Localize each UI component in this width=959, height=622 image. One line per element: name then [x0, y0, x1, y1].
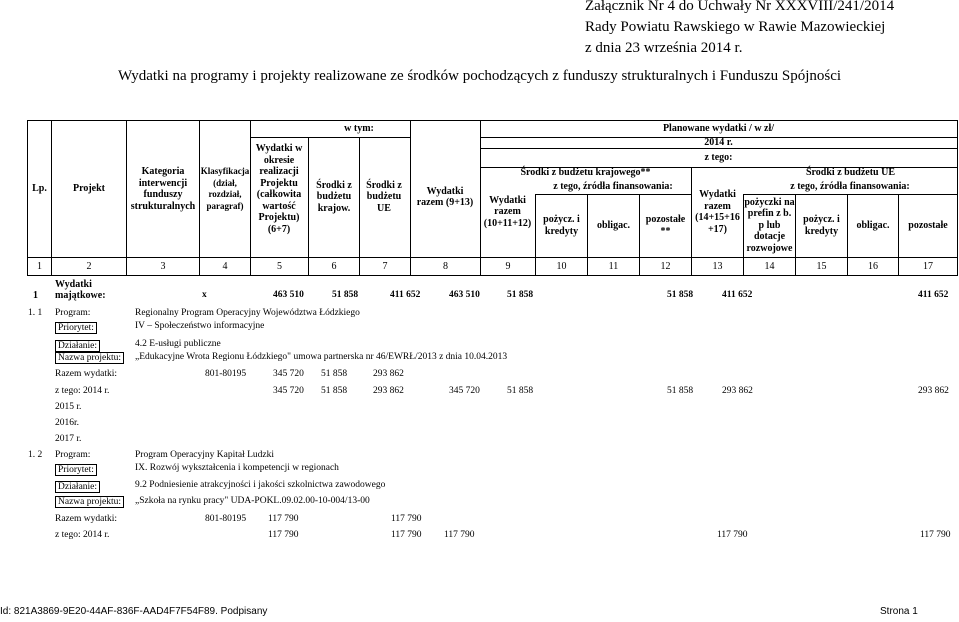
col-pozycz-kredyty2: pożycz. i kredyty: [803, 214, 840, 237]
value-cell: 463 510: [449, 290, 480, 300]
annex-title: Załącznik Nr 4 do Uchwały Nr XXXVIII/241/2014: [585, 0, 895, 14]
col-number: 4: [222, 260, 228, 272]
z-tego-zrodla-1: z tego, źródła finansowania:: [553, 180, 673, 192]
year-row: 2017 r.: [55, 434, 82, 444]
value-cell: 463 510: [273, 290, 304, 300]
nazwa-value: „Edukacyjne Wrota Regionu Łódzkiego" umowa partnerska nr 46/EWRŁ/2013 z dnia 10.04.2013: [135, 352, 508, 362]
value-cell: 117 790: [920, 530, 951, 540]
col-number: 9: [505, 260, 511, 272]
value-cell: 293 862: [373, 369, 404, 379]
value-cell: 293 862: [918, 386, 949, 396]
value-cell: 117 790: [444, 530, 475, 540]
nazwa-label: Nazwa projektu:: [55, 497, 124, 507]
page-number: Strona 1: [880, 606, 918, 617]
row-lp: 1: [33, 290, 38, 301]
col-pozostale-gw: pozostałe **: [645, 214, 686, 237]
project-lp: 1. 2: [28, 450, 43, 460]
value-cell: 345 720: [273, 386, 304, 396]
value-cell: 51 858: [321, 386, 348, 396]
council-name: Rady Powiatu Rawskiego w Rawie Mazowieckiej: [585, 19, 886, 35]
col-number: 16: [868, 260, 878, 272]
col-number: 17: [923, 260, 933, 272]
col-obligac: obligac.: [596, 219, 631, 231]
dzialanie-label: Działanie:: [55, 482, 100, 492]
dzialanie-value: 9.2 Podniesienie atrakcyjności i jakości szkolnictwa zawodowego: [135, 480, 386, 490]
klasyfikacja-value: 801-80195: [205, 369, 247, 379]
nazwa-value: „Szkoła na rynku pracy" UDA-POKL.09.02.00-10-004/13-00: [135, 496, 370, 506]
col-srodki-ue: Środki z budżetu UE: [366, 179, 402, 214]
col-obligac2: obligac.: [856, 219, 890, 231]
col-number: 10: [556, 260, 567, 272]
col-number: 8: [443, 260, 448, 272]
value-cell: 117 790: [268, 530, 299, 540]
value-cell: 411 652: [390, 290, 421, 300]
priorytet-label: Priorytet:: [55, 465, 97, 475]
value-cell: 345 720: [449, 386, 480, 396]
value-cell: 51 858: [332, 290, 359, 300]
col-pozostale: pozostałe: [908, 219, 948, 231]
razem-label: Razem wydatki:: [55, 514, 117, 524]
col-number: 15: [816, 260, 827, 272]
priorytet-label: Priorytet:: [55, 323, 97, 333]
document-title: Wydatki na programy i projekty realizowane ze środków pochodzących z funduszy strukturalnych i Funduszu Spójności: [117, 68, 842, 84]
ztego-label: z tego: 2014 r.: [55, 530, 110, 540]
value-cell: 411 652: [722, 290, 753, 300]
srodki-krajowego: Środki z budżetu krajowego**: [520, 167, 651, 179]
value-cell: 117 790: [268, 514, 299, 524]
year-row: 2015 r.: [55, 402, 82, 412]
col-number: 5: [277, 260, 282, 272]
col-projekt: Projekt: [72, 183, 106, 195]
col-number: 12: [660, 260, 671, 272]
row-x: x: [202, 290, 207, 300]
program-label: Program:: [55, 308, 91, 318]
col-number: 11: [608, 260, 619, 272]
row-label: Wydatki majątkowe:: [55, 279, 106, 301]
dzialanie-value: 4.2 E-usługi publiczne: [135, 339, 221, 349]
razem-label: Razem wydatki:: [55, 369, 117, 379]
year-2014: 2014 r.: [704, 136, 733, 148]
value-cell: 345 720: [273, 369, 304, 379]
value-cell: 293 862: [373, 386, 404, 396]
col-number: 6: [331, 260, 337, 272]
srodki-ue2: Środki z budżetu UE: [805, 167, 895, 179]
z-tego-zrodla-2: z tego, źródła finansowania:: [790, 180, 910, 192]
dzialanie-label: Działanie:: [55, 341, 100, 351]
priorytet-value: IX. Rozwój wykształcenia i kompetencji w regionach: [135, 463, 339, 473]
col-wydatki-razem-101112: Wydatki razem (10+11+12): [483, 194, 532, 229]
col-number: 14: [764, 260, 775, 272]
col-pozycz-kredyty: pożycz. i kredyty: [543, 214, 580, 237]
document-id: Id: 821A3869-9E20-44AF-836F-AAD4F7F54F89. Podpisany: [0, 606, 268, 617]
col-wydatki-razem-141516: Wydatki razem (14+15+16 +17): [695, 189, 740, 235]
program-value: Regionalny Program Operacyjny Województwa Łódzkiego: [135, 308, 360, 318]
col-number: 1: [37, 260, 42, 272]
col-lp: Lp.: [32, 183, 47, 195]
col-wydatki-okres: Wydatki w okresie realizacji Projektu (całkowita wartość Projektu) (6+7): [255, 143, 303, 235]
col-klasyfikacja: Klasyfikacja (dział, rozdział, paragraf): [200, 166, 250, 211]
value-cell: 117 790: [717, 530, 748, 540]
header-table: [27, 120, 958, 276]
z-tego: z tego:: [704, 151, 733, 163]
value-cell: 411 652: [918, 290, 949, 300]
value-cell: 51 858: [667, 386, 694, 396]
planned-expenses: Planowane wydatki / w zł/: [662, 123, 775, 135]
nazwa-label: Nazwa projektu:: [55, 353, 124, 363]
value-cell: 51 858: [507, 290, 534, 300]
col-number: 3: [160, 260, 166, 272]
value-cell: 293 862: [722, 386, 753, 396]
priorytet-value: IV – Społeczeństwo informacyjne: [135, 321, 265, 331]
col-srodki-kraj: Środki z budżetu krajow.: [316, 179, 352, 214]
col-pozyczki-prefin: pożyczki na prefin z b. p lub dotacje rozwojowe: [744, 196, 795, 254]
col-kategoria: Kategoria interwencji funduszy strukturalnych: [130, 166, 196, 212]
project-lp: 1. 1: [28, 308, 43, 318]
year-row: 2016r.: [55, 418, 80, 428]
col-wydatki-razem-913: Wydatki razem (9+13): [416, 185, 474, 208]
value-cell: 117 790: [391, 514, 422, 524]
value-cell: 51 858: [667, 290, 694, 300]
col-number: 13: [712, 260, 723, 272]
value-cell: 51 858: [321, 369, 348, 379]
klasyfikacja-value: 801-80195: [205, 514, 247, 524]
col-number: 7: [382, 260, 388, 272]
program-value: Program Operacyjny Kapitał Ludzki: [135, 450, 275, 460]
program-label: Program:: [55, 450, 91, 460]
resolution-date: z dnia 23 września 2014 r.: [585, 40, 743, 56]
col-number: 2: [86, 260, 92, 272]
ztego-label: z tego: 2014 r.: [55, 386, 110, 396]
col-w-tym: w tym:: [344, 123, 374, 135]
value-cell: 51 858: [507, 386, 534, 396]
value-cell: 117 790: [391, 530, 422, 540]
